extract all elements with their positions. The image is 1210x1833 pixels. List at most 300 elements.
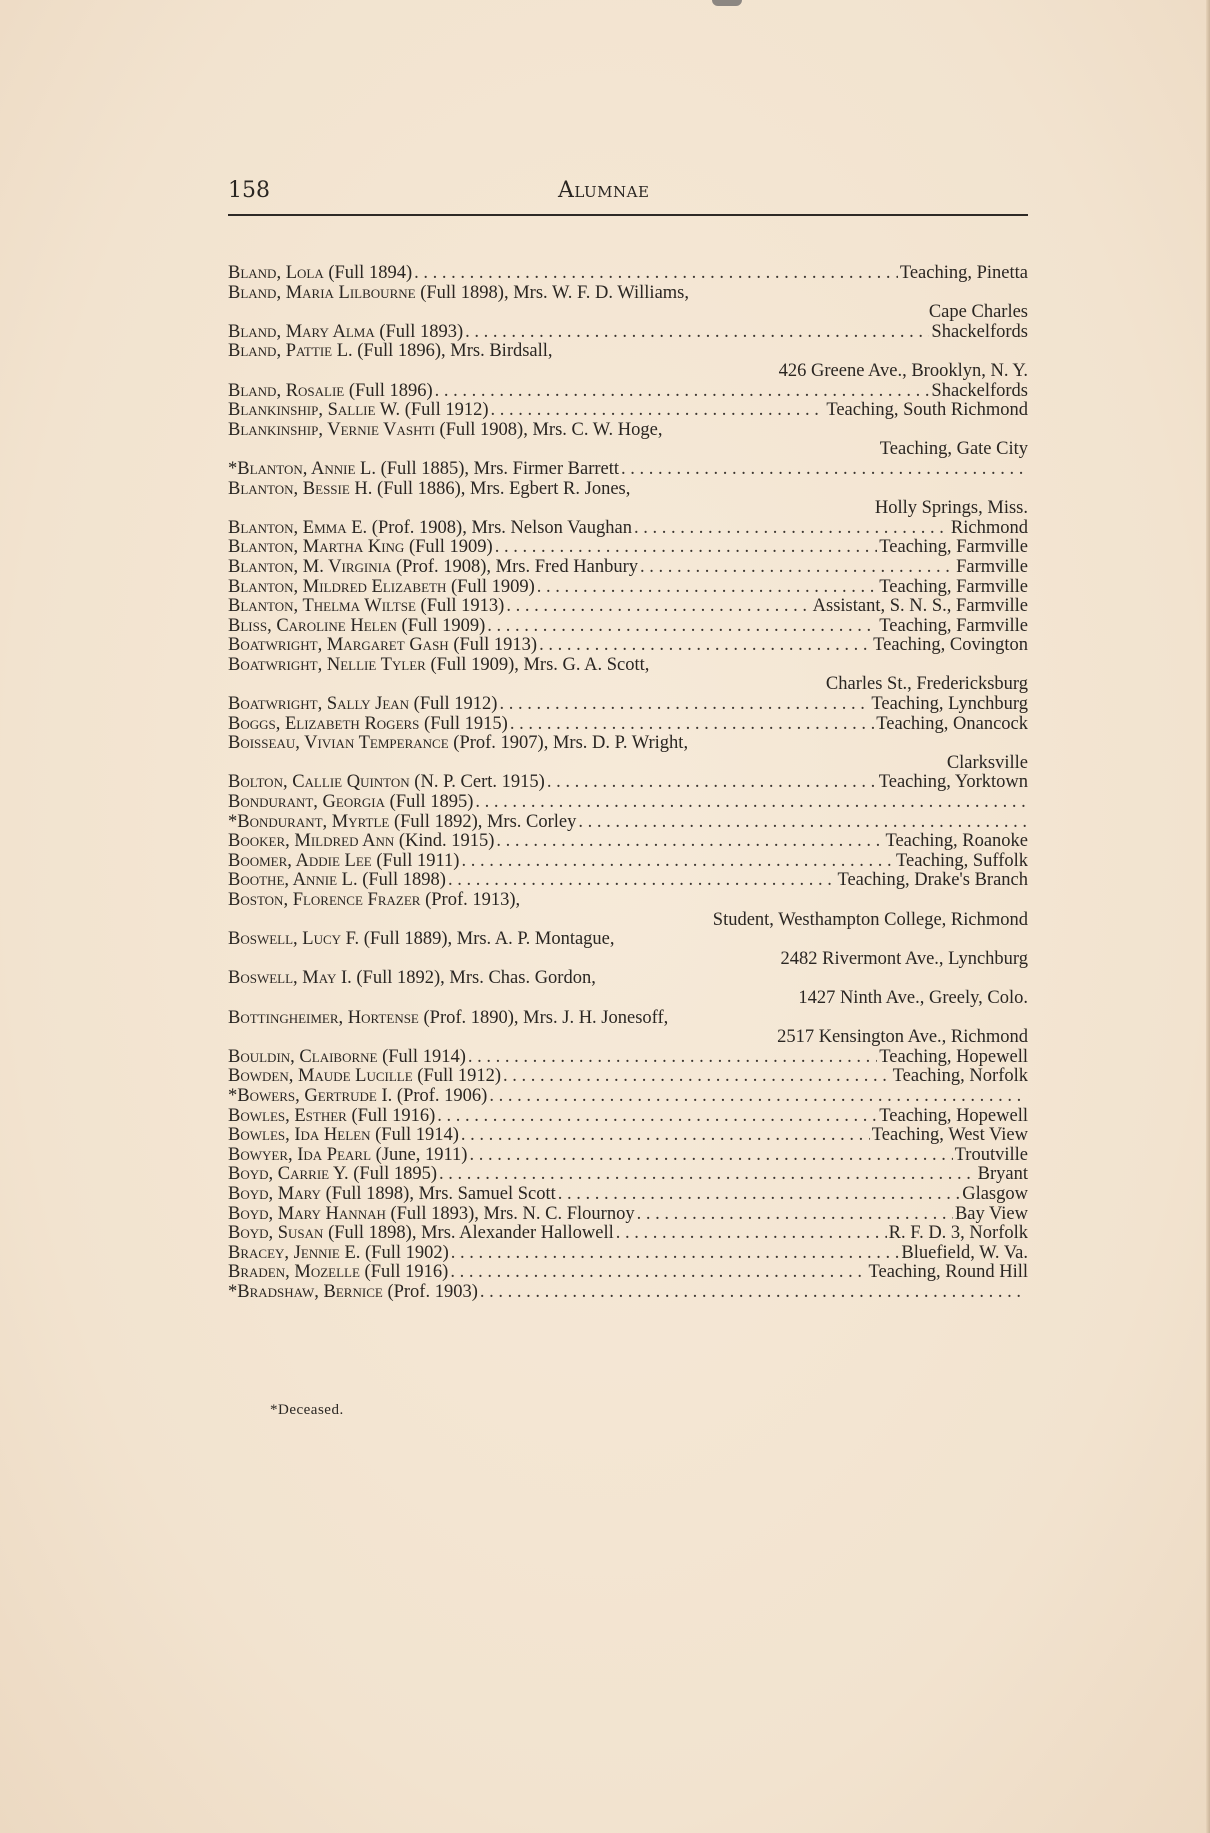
entry-line — [228, 852, 1028, 872]
alumna-occupation-location: Teaching, Yorktown — [878, 773, 1028, 793]
alumna-detail: (Prof. 1907), Mrs. D. P. Wright, — [453, 734, 689, 754]
entry-name-and-detail — [228, 1146, 467, 1166]
entry-name-and-detail — [228, 342, 553, 362]
dot-leader — [468, 1048, 877, 1068]
entry-line — [228, 1263, 1028, 1283]
alumna-address: Clarksville — [946, 753, 1028, 773]
entry-name-and-detail — [228, 969, 596, 989]
alumna-detail: (Full 1892), Mrs. Corley — [393, 812, 577, 832]
entry-name-and-detail — [228, 264, 412, 284]
entry-name-and-detail — [228, 871, 446, 891]
alumna-name: Bowles, Esther — [228, 1106, 347, 1126]
alumna-detail: (Full 1909) — [401, 616, 486, 636]
entry-line — [228, 284, 1028, 304]
alumna-occupation-location: Teaching, Farmville — [879, 538, 1028, 558]
alumna-name: Bottingheimer, Hortense — [228, 1008, 419, 1028]
alumna-entry — [228, 284, 1028, 323]
entry-name-and-detail — [228, 1087, 487, 1107]
alumna-entry — [228, 538, 1028, 558]
entry-name-and-detail — [228, 578, 535, 598]
entry-name-and-detail — [228, 1009, 668, 1029]
alumna-detail: (Full 1913) — [420, 597, 505, 617]
alumna-detail: (Full 1886), Mrs. Egbert R. Jones, — [377, 479, 631, 499]
alumna-name: Bland, Rosalie — [228, 381, 345, 401]
alumna-occupation-location: Teaching, Hopewell — [879, 1047, 1028, 1067]
entry-name-and-detail — [228, 636, 537, 656]
entry-name-and-detail — [228, 891, 520, 911]
alumna-occupation-location: Shackelfords — [931, 381, 1028, 401]
alumna-occupation-location: Bay View — [954, 1204, 1028, 1224]
alumna-detail: (Prof. 1908), Mrs. Fred Hanbury — [395, 557, 638, 577]
entry-name-and-detail — [228, 382, 433, 402]
entry-line — [228, 264, 1028, 284]
entry-line — [228, 891, 1028, 911]
entry-line — [228, 636, 1028, 656]
entry-line — [228, 480, 1028, 500]
alumna-occupation-location: R. F. D. 3, Norfolk — [888, 1224, 1028, 1244]
dot-leader — [495, 538, 878, 558]
alumna-detail: (Full 1916) — [351, 1106, 436, 1126]
entry-line — [228, 1244, 1028, 1264]
alumna-occupation-location: Farmville — [956, 557, 1028, 577]
entry-continuation-line — [228, 950, 1028, 970]
entry-line — [228, 715, 1028, 735]
entry-line — [228, 695, 1028, 715]
entry-name-and-detail — [228, 715, 508, 735]
alumnae-list — [228, 264, 1028, 1302]
alumna-entry — [228, 401, 1028, 421]
entry-line — [228, 1185, 1028, 1205]
entry-name-and-detail — [228, 1224, 614, 1244]
entry-name-and-detail — [228, 1067, 501, 1087]
alumna-detail: (Prof. 1906) — [396, 1086, 488, 1106]
alumna-name: Boisseau, Vivian Temperance — [228, 734, 449, 754]
entry-name-and-detail — [228, 832, 494, 852]
entry-name-and-detail — [228, 401, 489, 421]
entry-line — [228, 578, 1028, 598]
entry-name-and-detail — [228, 813, 576, 833]
alumna-occupation-location: Teaching, Lynchburg — [871, 695, 1028, 715]
dot-leader — [450, 1263, 866, 1283]
alumna-entry — [228, 636, 1028, 656]
alumna-detail: (Full 1914) — [375, 1126, 459, 1146]
entry-continuation-line — [228, 440, 1028, 460]
alumna-occupation-location: Teaching, Drake's Branch — [837, 871, 1028, 891]
alumna-detail: (Full 1908), Mrs. C. W. Hoge, — [439, 420, 663, 440]
alumna-name: Boston, Florence Frazer — [228, 891, 421, 910]
alumna-entry — [228, 1009, 1028, 1048]
alumna-entry — [228, 1126, 1028, 1146]
alumna-name: Bland, Mary Alma — [228, 322, 375, 342]
alumna-detail: (Full 1912) — [417, 1067, 502, 1087]
entry-name-and-detail — [228, 421, 662, 441]
alumna-name: Bowles, Ida Helen — [228, 1126, 371, 1146]
alumna-detail: (Full 1896), Mrs. Birdsall, — [357, 342, 553, 362]
alumna-detail: (N. P. Cert. 1915) — [414, 773, 545, 793]
entry-name-and-detail — [228, 734, 688, 754]
footnote: *Deceased. — [270, 1402, 344, 1418]
alumna-entry — [228, 342, 1028, 381]
alumna-entry — [228, 930, 1028, 969]
alumna-address: 2482 Rivermont Ave., Lynchburg — [780, 949, 1028, 969]
entry-line — [228, 421, 1028, 441]
alumna-entry — [228, 1087, 1028, 1107]
alumna-name: Boggs, Elizabeth Rogers — [228, 714, 420, 734]
alumna-name: Bland, Maria Lilbourne — [228, 283, 416, 303]
alumna-entry — [228, 1205, 1028, 1225]
alumna-entry — [228, 323, 1028, 343]
alumna-detail: (Full 1909), Mrs. G. A. Scott, — [430, 655, 650, 675]
dot-leader — [469, 1146, 952, 1166]
alumna-occupation-location: Teaching, Pinetta — [899, 264, 1028, 283]
alumna-entry — [228, 715, 1028, 735]
alumna-entry — [228, 891, 1028, 930]
dot-leader — [487, 617, 877, 637]
alumna-occupation-location: Teaching, Farmville — [879, 577, 1028, 597]
alumna-name: Bland, Lola — [228, 264, 324, 283]
alumna-occupation-location: Shackelfords — [931, 322, 1028, 342]
entry-line — [228, 1126, 1028, 1146]
entry-line — [228, 597, 1028, 617]
dot-leader — [437, 1107, 877, 1127]
alumna-occupation-location: Teaching, Covington — [873, 636, 1028, 656]
entry-line — [228, 538, 1028, 558]
dot-leader — [634, 519, 949, 539]
alumna-entry — [228, 1067, 1028, 1087]
alumna-detail: (Full 1913) — [453, 636, 538, 656]
alumna-detail: (Full 1916) — [364, 1263, 449, 1283]
alumna-occupation-location: Teaching, Roanoke — [885, 832, 1028, 852]
top-smudge — [712, 0, 742, 6]
alumna-detail: (Full 1909) — [451, 577, 535, 597]
entry-line — [228, 617, 1028, 637]
alumna-detail: (June, 1911) — [375, 1145, 468, 1165]
entry-line — [228, 1067, 1028, 1087]
alumna-name: Blankinship, Vernie Vashti — [228, 420, 435, 440]
entry-line — [228, 969, 1028, 989]
alumna-entry — [228, 1165, 1028, 1185]
dot-leader — [491, 401, 825, 421]
entry-name-and-detail — [228, 460, 619, 480]
alumna-entry — [228, 597, 1028, 617]
entry-line — [228, 382, 1028, 402]
dot-leader — [621, 460, 1026, 480]
alumna-entry — [228, 1146, 1028, 1166]
alumna-entry — [228, 264, 1028, 284]
entry-continuation-line — [228, 499, 1028, 519]
alumna-name: Bolton, Callie Quinton — [228, 773, 410, 793]
alumna-detail: (Full 1914) — [382, 1047, 466, 1067]
dot-leader — [496, 832, 883, 852]
alumna-detail: (Prof. 1903) — [387, 1282, 478, 1302]
entry-name-and-detail — [228, 1263, 448, 1283]
alumna-entry — [228, 1263, 1028, 1283]
entry-name-and-detail — [228, 480, 630, 500]
entry-name-and-detail — [228, 538, 493, 558]
alumna-name: Bland, Pattie L. — [228, 342, 353, 362]
entry-line — [228, 656, 1028, 676]
alumna-entry — [228, 695, 1028, 715]
alumna-name: *Blanton, Annie L. — [228, 459, 376, 479]
dot-leader — [539, 636, 871, 656]
alumna-detail: (Full 1896) — [348, 381, 433, 401]
alumna-occupation-location: Teaching, Suffolk — [896, 851, 1028, 871]
entry-line — [228, 519, 1028, 539]
alumna-detail: (Full 1902) — [365, 1243, 449, 1263]
entry-name-and-detail — [228, 1126, 459, 1146]
dot-leader — [461, 1126, 870, 1146]
alumna-detail: (Prof. 1908), Mrs. Nelson Vaughan — [371, 518, 632, 538]
dot-leader — [480, 1283, 1026, 1303]
entry-name-and-detail — [228, 519, 632, 539]
entry-line — [228, 773, 1028, 793]
alumna-detail: (Full 1911) — [376, 851, 460, 871]
alumna-name: Boyd, Mary — [228, 1184, 321, 1204]
entry-line — [228, 323, 1028, 343]
entry-continuation-line — [228, 675, 1028, 695]
alumna-address: 1427 Ninth Ave., Greely, Colo. — [798, 988, 1028, 1008]
entry-line — [228, 1224, 1028, 1244]
entry-name-and-detail — [228, 773, 545, 793]
entry-continuation-line — [228, 1028, 1028, 1048]
alumna-entry — [228, 871, 1028, 891]
alumna-name: Boyd, Mary Hannah — [228, 1204, 386, 1224]
alumna-entry — [228, 460, 1028, 480]
alumna-name: Boswell, May I. — [228, 969, 352, 989]
dot-leader — [578, 813, 1026, 833]
alumna-name: Blanton, Emma E. — [228, 518, 368, 538]
alumna-entry — [228, 1244, 1028, 1264]
dot-leader — [448, 871, 835, 891]
alumna-entry — [228, 813, 1028, 833]
alumna-detail: (Full 1898), Mrs. Samuel Scott — [325, 1184, 556, 1204]
alumna-entry — [228, 480, 1028, 519]
entry-continuation-line — [228, 303, 1028, 323]
alumna-entry — [228, 832, 1028, 852]
alumna-detail: (Full 1893) — [379, 322, 464, 342]
alumna-occupation-location: Teaching, Round Hill — [868, 1263, 1028, 1283]
alumna-name: Blanton, Bessie H. — [228, 479, 373, 499]
alumna-entry — [228, 852, 1028, 872]
alumna-entry — [228, 617, 1028, 637]
entry-line — [228, 1087, 1028, 1107]
alumna-occupation-location: Assistant, S. N. S., Farmville — [812, 597, 1028, 617]
alumna-occupation-location: Teaching, Farmville — [879, 616, 1028, 636]
alumna-name: Booker, Mildred Ann — [228, 832, 395, 852]
alumna-address: Cape Charles — [928, 303, 1028, 323]
alumna-detail: (Full 1912) — [413, 695, 498, 715]
entry-name-and-detail — [228, 930, 615, 950]
dot-leader — [435, 382, 930, 402]
alumna-name: Bowyer, Ida Pearl — [228, 1145, 372, 1165]
alumna-name: Boatwright, Margaret Gash — [228, 636, 449, 656]
entry-line — [228, 813, 1028, 833]
alumna-entry — [228, 421, 1028, 460]
entry-continuation-line — [228, 989, 1028, 1009]
alumna-name: Braden, Mozelle — [228, 1263, 360, 1283]
alumna-occupation-location: Teaching, West View — [871, 1126, 1028, 1146]
entry-line — [228, 930, 1028, 950]
entry-line — [228, 1146, 1028, 1166]
dot-leader — [510, 715, 874, 735]
alumna-entry — [228, 969, 1028, 1008]
entry-continuation-line — [228, 362, 1028, 382]
alumna-name: Bouldin, Claiborne — [228, 1047, 378, 1067]
alumna-detail: (Full 1893), Mrs. N. C. Flournoy — [390, 1204, 635, 1224]
entry-name-and-detail — [228, 1107, 435, 1127]
entry-name-and-detail — [228, 1283, 478, 1303]
entry-name-and-detail — [228, 852, 459, 872]
alumna-name: Boatwright, Nellie Tyler — [228, 655, 426, 675]
alumna-detail: (Full 1898), Mrs. Alexander Hallowell — [328, 1224, 614, 1244]
running-head: Alumnae — [558, 178, 650, 203]
alumna-detail: (Prof. 1913), — [425, 891, 521, 910]
dot-leader — [558, 1185, 960, 1205]
alumna-name: Bliss, Caroline Helen — [228, 616, 397, 636]
alumna-occupation-location: Teaching, Onancock — [876, 714, 1028, 734]
page-header — [228, 178, 1028, 218]
entry-line — [228, 1048, 1028, 1068]
entry-line — [228, 460, 1028, 480]
alumna-occupation-location: Teaching, Hopewell — [879, 1106, 1028, 1126]
alumna-name: Boothe, Annie L. — [228, 871, 358, 891]
alumna-detail: (Full 1895) — [389, 793, 474, 813]
alumna-name: Bondurant, Georgia — [228, 793, 385, 813]
entry-name-and-detail — [228, 1205, 635, 1225]
dot-leader — [537, 578, 878, 598]
alumna-occupation-location: Bluefield, W. Va. — [901, 1243, 1028, 1263]
entry-line — [228, 1107, 1028, 1127]
dot-leader — [461, 852, 894, 872]
dot-leader — [616, 1224, 887, 1244]
alumna-detail: (Full 1912) — [404, 401, 489, 421]
alumna-name: Blankinship, Sallie W. — [228, 401, 401, 421]
alumna-entry — [228, 519, 1028, 539]
page-number: 158 — [228, 178, 270, 203]
alumna-detail: (Full 1898) — [362, 871, 446, 891]
alumna-name: Blanton, Martha King — [228, 538, 405, 558]
dot-leader — [640, 558, 954, 578]
entry-line — [228, 1205, 1028, 1225]
alumna-detail: (Full 1909) — [408, 538, 493, 558]
alumna-detail: (Full 1894) — [328, 264, 413, 283]
alumna-entry — [228, 734, 1028, 773]
entry-name-and-detail — [228, 558, 638, 578]
alumna-entry — [228, 773, 1028, 793]
alumna-address: 426 Greene Ave., Brooklyn, N. Y. — [778, 361, 1028, 381]
alumna-detail: (Kind. 1915) — [398, 832, 495, 852]
entry-line — [228, 1009, 1028, 1029]
entry-line — [228, 734, 1028, 754]
alumna-address: Holly Springs, Miss. — [874, 499, 1028, 519]
dot-leader — [637, 1205, 953, 1225]
dot-leader — [414, 264, 898, 284]
dot-leader — [506, 597, 810, 617]
entry-line — [228, 558, 1028, 578]
alumna-name: Boyd, Susan — [228, 1224, 324, 1244]
header-rule — [228, 214, 1028, 216]
alumna-entry — [228, 578, 1028, 598]
entry-line — [228, 1165, 1028, 1185]
entry-name-and-detail — [228, 1185, 556, 1205]
entry-name-and-detail — [228, 617, 485, 637]
entry-name-and-detail — [228, 793, 473, 813]
alumna-detail: (Full 1915) — [424, 714, 508, 734]
entry-continuation-line — [228, 754, 1028, 774]
dot-leader — [465, 323, 929, 343]
alumna-name: *Bowers, Gertrude I. — [228, 1086, 393, 1106]
alumna-entry — [228, 558, 1028, 578]
alumna-occupation-location: Bryant — [977, 1165, 1028, 1185]
entry-line — [228, 342, 1028, 362]
alumna-name: Boyd, Carrie Y. — [228, 1165, 349, 1185]
alumna-address: Student, Westhampton College, Richmond — [712, 910, 1028, 930]
alumna-detail: (Prof. 1890), Mrs. J. H. Jonesoff, — [423, 1008, 669, 1028]
entry-line — [228, 401, 1028, 421]
dot-leader — [451, 1244, 900, 1264]
dot-leader — [503, 1067, 891, 1087]
alumna-name: Boatwright, Sally Jean — [228, 695, 410, 715]
alumna-entry — [228, 1283, 1028, 1303]
alumna-address: Charles St., Fredericksburg — [825, 675, 1028, 695]
entry-name-and-detail — [228, 656, 649, 676]
entry-name-and-detail — [228, 1048, 466, 1068]
page-edge — [1206, 0, 1210, 1833]
alumna-detail: (Full 1892), Mrs. Chas. Gordon, — [356, 969, 596, 989]
alumna-entry — [228, 656, 1028, 695]
alumna-entry — [228, 1185, 1028, 1205]
alumna-entry — [228, 1107, 1028, 1127]
alumna-name: Bowden, Maude Lucille — [228, 1067, 413, 1087]
alumna-name: Blanton, Thelma Wiltse — [228, 597, 416, 617]
entry-name-and-detail — [228, 284, 689, 304]
alumna-occupation-location: Teaching, South Richmond — [826, 401, 1028, 421]
alumna-name: Blanton, Mildred Elizabeth — [228, 577, 447, 597]
alumna-address: 2517 Kensington Ave., Richmond — [777, 1028, 1028, 1048]
alumna-address: Teaching, Gate City — [879, 440, 1028, 460]
alumna-name: Boomer, Addie Lee — [228, 851, 372, 871]
entry-name-and-detail — [228, 1165, 437, 1185]
alumna-entry — [228, 1224, 1028, 1244]
alumna-entry — [228, 793, 1028, 813]
alumna-detail: (Full 1898), Mrs. W. F. D. Williams, — [420, 283, 689, 303]
entry-continuation-line — [228, 911, 1028, 931]
entry-line — [228, 793, 1028, 813]
entry-name-and-detail — [228, 597, 504, 617]
alumna-detail: (Full 1895) — [353, 1165, 438, 1185]
alumna-name: *Bradshaw, Bernice — [228, 1282, 383, 1302]
dot-leader — [489, 1087, 1026, 1107]
entry-line — [228, 1283, 1028, 1303]
dot-leader — [439, 1165, 976, 1185]
entry-name-and-detail — [228, 323, 463, 343]
alumna-occupation-location: Richmond — [950, 518, 1028, 538]
alumna-name: Bracey, Jennie E. — [228, 1243, 361, 1263]
entry-line — [228, 871, 1028, 891]
alumna-occupation-location: Troutville — [954, 1145, 1028, 1165]
alumna-entry — [228, 1048, 1028, 1068]
alumna-name: *Bondurant, Myrtle — [228, 812, 390, 832]
alumna-name: Blanton, M. Virginia — [228, 557, 392, 577]
dot-leader — [475, 793, 1026, 813]
entry-name-and-detail — [228, 1244, 449, 1264]
dot-leader — [499, 695, 869, 715]
alumna-occupation-location: Teaching, Norfolk — [892, 1067, 1028, 1087]
alumna-detail: (Full 1889), Mrs. A. P. Montague, — [363, 930, 615, 950]
alumna-occupation-location: Glasgow — [962, 1184, 1028, 1204]
entry-line — [228, 832, 1028, 852]
entry-name-and-detail — [228, 695, 497, 715]
